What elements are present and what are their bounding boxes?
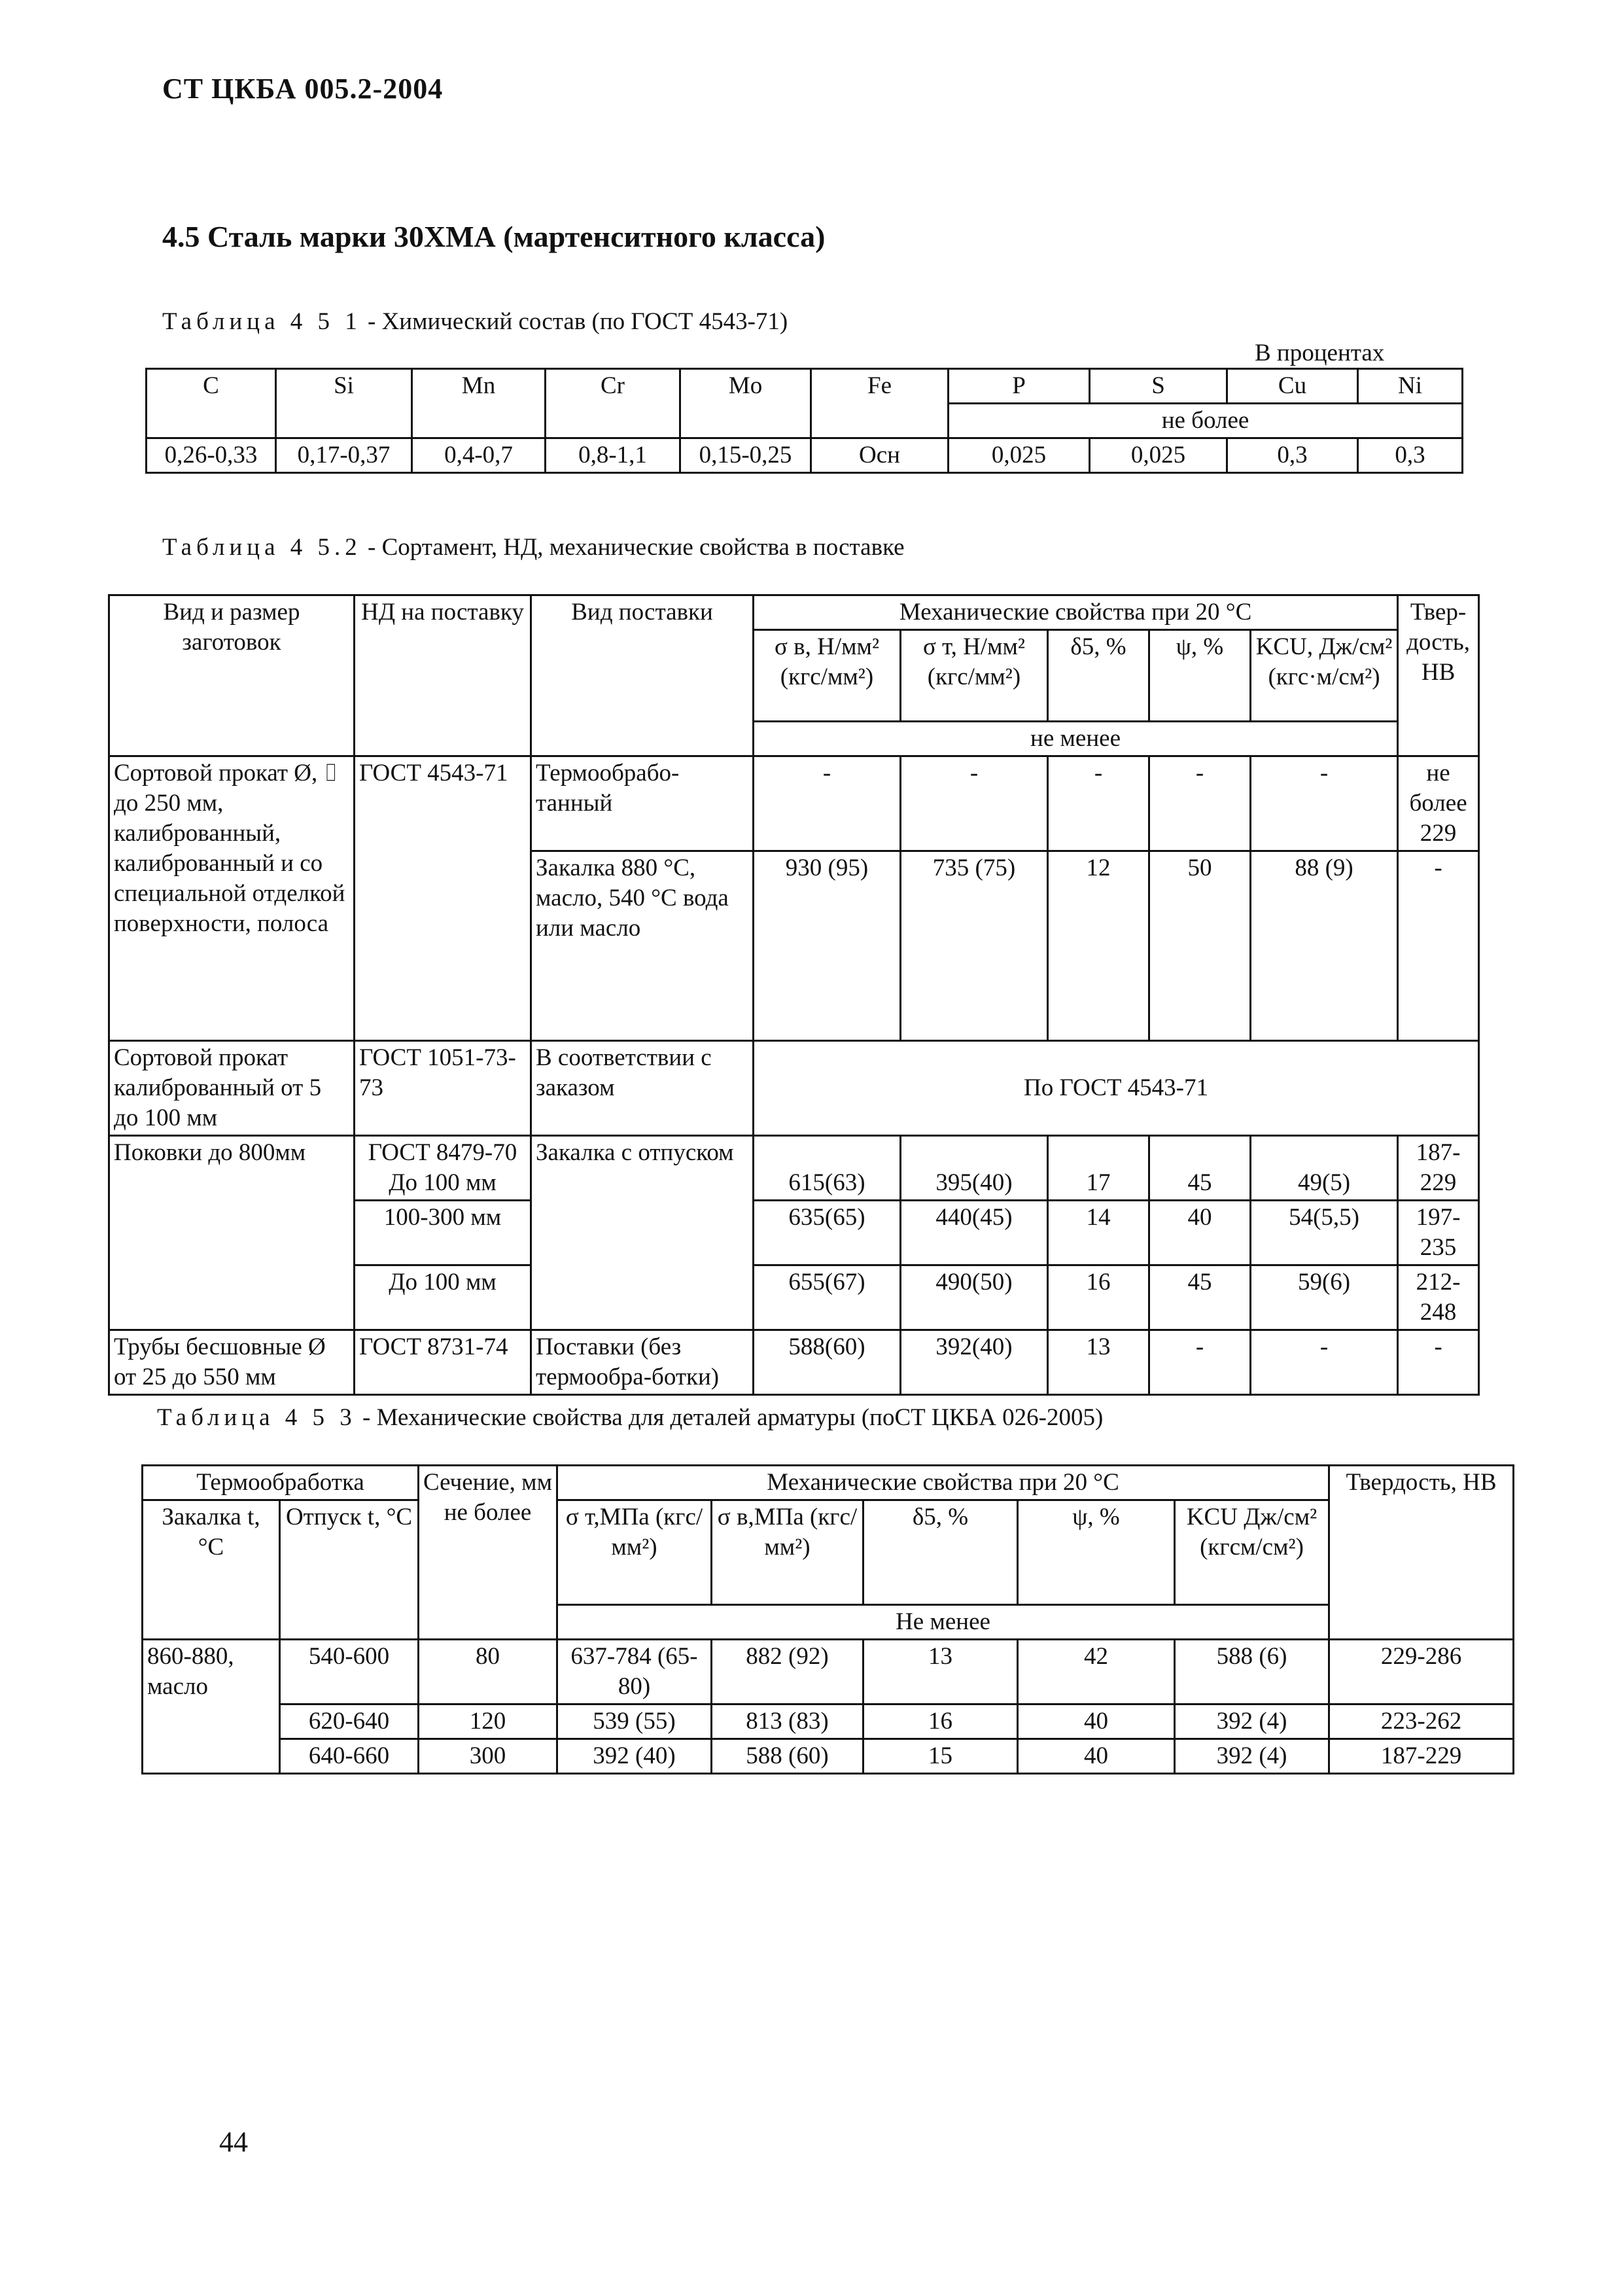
table2-row3b-kcu: 54(5,5) [1251,1201,1398,1265]
table2-caption [162,533,905,561]
table2-row3a-delta: 17 [1048,1136,1149,1201]
table2-row3b-psi: 40 [1149,1201,1251,1265]
table1-header-c: C [147,369,276,438]
table3-row2-delta: 16 [864,1704,1018,1739]
table2-header-psi: ψ, % [1149,630,1251,722]
table2-row3c-nd: До 100 мм [355,1265,531,1330]
table1-caption [162,308,788,336]
table3-header-hardness: Твердость, НВ [1329,1466,1514,1640]
table1-caption-text: - Химический состав (по ГОСТ 4543-71) [368,308,788,335]
table3-row2-psi: 40 [1018,1704,1175,1739]
table3-header-mech: Механические свойства при 20 °C [557,1466,1329,1500]
table2-row2-nd: ГОСТ 1051-73-73 [355,1041,531,1136]
table2-row3a-nd: ГОСТ 8479-70 До 100 мм [355,1136,531,1201]
table2-row1b-hardness: - [1398,851,1479,1041]
table3-row2-temper: 620-640 [280,1704,419,1739]
table2-row3a-kcu: 49(5) [1251,1136,1398,1201]
table1-header-cr: Cr [546,369,680,438]
table2-row2-supply: В соответствии с заказом [531,1041,754,1136]
table2-row3a-hardness: 187-229 [1398,1136,1479,1201]
table1-unit-note: В процентах [1255,340,1385,366]
table3-row2-hardness: 223-262 [1329,1704,1514,1739]
table3-row2-sigma-b: 813 (83) [712,1704,864,1739]
table2-row4-psi: - [1149,1330,1251,1395]
table2-header-mech: Механические свойства при 20 °C [754,595,1398,630]
table2-row1a-hardness: не более 229 [1398,756,1479,851]
table3-row2-section: 120 [419,1704,557,1739]
page-number: 44 [219,2126,248,2158]
table2-row4-sigma-t: 392(40) [901,1330,1048,1395]
table2-row4-hardness: - [1398,1330,1479,1395]
table3-row3-psi: 40 [1018,1739,1175,1774]
table2-header-kind: Вид и размер заготовок [109,595,355,756]
table3-header-temper: Отпуск t, °C [280,1500,419,1640]
table2-caption-text: - Сортамент, НД, механические свойства в поставке [368,534,905,561]
table3-row3-sigma-t: 392 (40) [557,1739,712,1774]
table3-row1-sigma-b: 882 (92) [712,1640,864,1704]
table2-row4-kind: Трубы бесшовные Ø от 25 до 550 мм [109,1330,355,1395]
table2-row1b-sigma-t: 735 (75) [901,851,1048,1041]
table2-row1a-sigma-t: - [901,756,1048,851]
table2-row3-supply: Закалка с отпуском [531,1136,754,1330]
table2-row3b-sigma-b: 635(65) [754,1201,901,1265]
table3-header-section: Сечение, мм не более [419,1466,557,1640]
table1-value-mo: 0,15-0,25 [680,438,811,473]
table2-row3c-kcu: 59(6) [1251,1265,1398,1330]
table2-row4-nd: ГОСТ 8731-74 [355,1330,531,1395]
table3-row3-kcu: 392 (4) [1175,1739,1329,1774]
table2-row3a-psi: 45 [1149,1136,1251,1201]
table2-row1-kind: Сортовой прокат Ø, ⌷ до 250 мм, калиброванный, калиброванный и со специальной отделкой поверхности, полоса [109,756,355,1041]
table3-header-delta: δ5, % [864,1500,1018,1605]
table1-header-si: Si [276,369,412,438]
table2-row3c-sigma-t: 490(50) [901,1265,1048,1330]
table3-not-less: Не менее [557,1605,1329,1640]
table1-value-cr: 0,8-1,1 [546,438,680,473]
document-code: СТ ЦКБА 005.2-2004 [162,73,444,105]
table1-header-mn: Mn [412,369,546,438]
table3-header-psi: ψ, % [1018,1500,1175,1605]
table2-row3c-psi: 45 [1149,1265,1251,1330]
chemical-composition-table [145,368,1463,474]
table1-value-ni: 0,3 [1358,438,1463,473]
table3-caption [157,1404,1103,1432]
table3-row1-temper: 540-600 [280,1640,419,1704]
table3-row1-kcu: 588 (6) [1175,1640,1329,1704]
table3-row1-delta: 13 [864,1640,1018,1704]
table3-row1-sigma-t: 637-784 (65-80) [557,1640,712,1704]
table2-caption-label: Таблица 4 5.2 [162,534,362,561]
table3-row2-sigma-t: 539 (55) [557,1704,712,1739]
table2-row1a-psi: - [1149,756,1251,851]
table2-row3b-delta: 14 [1048,1201,1149,1265]
table2-row2-mech: По ГОСТ 4543-71 [754,1041,1479,1136]
table2-row3c-delta: 16 [1048,1265,1149,1330]
table2-header-sigma-b: σ в, Н/мм² (кгс/мм²) [754,630,901,722]
table2-row3c-hardness: 212-248 [1398,1265,1479,1330]
table1-value-fe: Осн [811,438,949,473]
table2-row3-kind: Поковки до 800мм [109,1136,355,1330]
table1-header-cu: Cu [1227,369,1358,404]
table2-row1b-kcu: 88 (9) [1251,851,1398,1041]
assortment-table [108,594,1480,1396]
table2-header-delta: δ5, % [1048,630,1149,722]
table1-value-s: 0,025 [1090,438,1227,473]
table2-row1a-supply: Термообрабо-танный [531,756,754,851]
table2-row4-kcu: - [1251,1330,1398,1395]
table2-header-hardness: Твер-дость, НВ [1398,595,1479,756]
table1-header-fe: Fe [811,369,949,438]
table1-limit-note: не более [949,404,1463,438]
table2-row3a-sigma-b: 615(63) [754,1136,901,1201]
table3-row3-delta: 15 [864,1739,1018,1774]
table2-header-sigma-t: σ т, Н/мм² (кгс/мм²) [901,630,1048,722]
table2-row4-sigma-b: 588(60) [754,1330,901,1395]
table3-header-heat: Термообработка [143,1466,419,1500]
table1-value-c: 0,26-0,33 [147,438,276,473]
table2-header-supply: Вид поставки [531,595,754,756]
table3-row3-sigma-b: 588 (60) [712,1739,864,1774]
table3-caption-text: - Механические свойства для деталей арматуры (поСТ ЦКБА 026-2005) [362,1404,1104,1431]
section-title: 4.5 Сталь марки 30ХМА (мартенситного класса) [162,220,826,253]
table3-row2-kcu: 392 (4) [1175,1704,1329,1739]
table2-row1b-sigma-b: 930 (95) [754,851,901,1041]
table2-row3c-sigma-b: 655(67) [754,1265,901,1330]
table3-header-kcu: KCU Дж/см² (кгсм/см²) [1175,1500,1329,1605]
table3-row3-section: 300 [419,1739,557,1774]
table2-row3a-sigma-t: 395(40) [901,1136,1048,1201]
table2-row2-kind: Сортовой прокат калиброванный от 5 до 100 мм [109,1041,355,1136]
table1-value-mn: 0,4-0,7 [412,438,546,473]
table2-row3b-hardness: 197-235 [1398,1201,1479,1265]
table3-row3-temper: 640-660 [280,1739,419,1774]
table2-header-nd: НД на поставку [355,595,531,756]
table1-value-cu: 0,3 [1227,438,1358,473]
table3-header-sigma-t: σ т,МПа (кгс/мм²) [557,1500,712,1605]
table1-header-ni: Ni [1358,369,1463,404]
table2-row1a-sigma-b: - [754,756,901,851]
table2-row1-nd: ГОСТ 4543-71 [355,756,531,1041]
table1-header-s: S [1090,369,1227,404]
table1-caption-label: Таблица 4 5 1 [162,308,362,335]
table2-header-kcu: KCU, Дж/см² (кгс·м/см²) [1251,630,1398,722]
table3-row3-hardness: 187-229 [1329,1739,1514,1774]
table2-row1b-delta: 12 [1048,851,1149,1041]
table1-value-si: 0,17-0,37 [276,438,412,473]
table3-caption-label: Таблица 4 5 3 [157,1404,357,1431]
table1-header-mo: Mo [680,369,811,438]
table2-row1a-kcu: - [1251,756,1398,851]
table2-row4-supply: Поставки (без термообра-ботки) [531,1330,754,1395]
table2-not-less: не менее [754,722,1398,756]
fittings-properties-table [141,1464,1514,1775]
table2-row1b-psi: 50 [1149,851,1251,1041]
table1-header-p: P [949,369,1090,404]
table3-header-quench: Закалка t, °C [143,1500,280,1640]
table3-quench-value: 860-880, масло [143,1640,280,1774]
table3-row1-section: 80 [419,1640,557,1704]
table3-row1-psi: 42 [1018,1640,1175,1704]
table3-row1-hardness: 229-286 [1329,1640,1514,1704]
table2-row4-delta: 13 [1048,1330,1149,1395]
table1-value-p: 0,025 [949,438,1090,473]
table3-header-sigma-b: σ в,МПа (кгс/мм²) [712,1500,864,1605]
table2-row3b-nd: 100-300 мм [355,1201,531,1265]
table2-row1a-delta: - [1048,756,1149,851]
table2-row3b-sigma-t: 440(45) [901,1201,1048,1265]
table2-row1b-supply: Закалка 880 °C, масло, 540 °C вода или масло [531,851,754,1041]
